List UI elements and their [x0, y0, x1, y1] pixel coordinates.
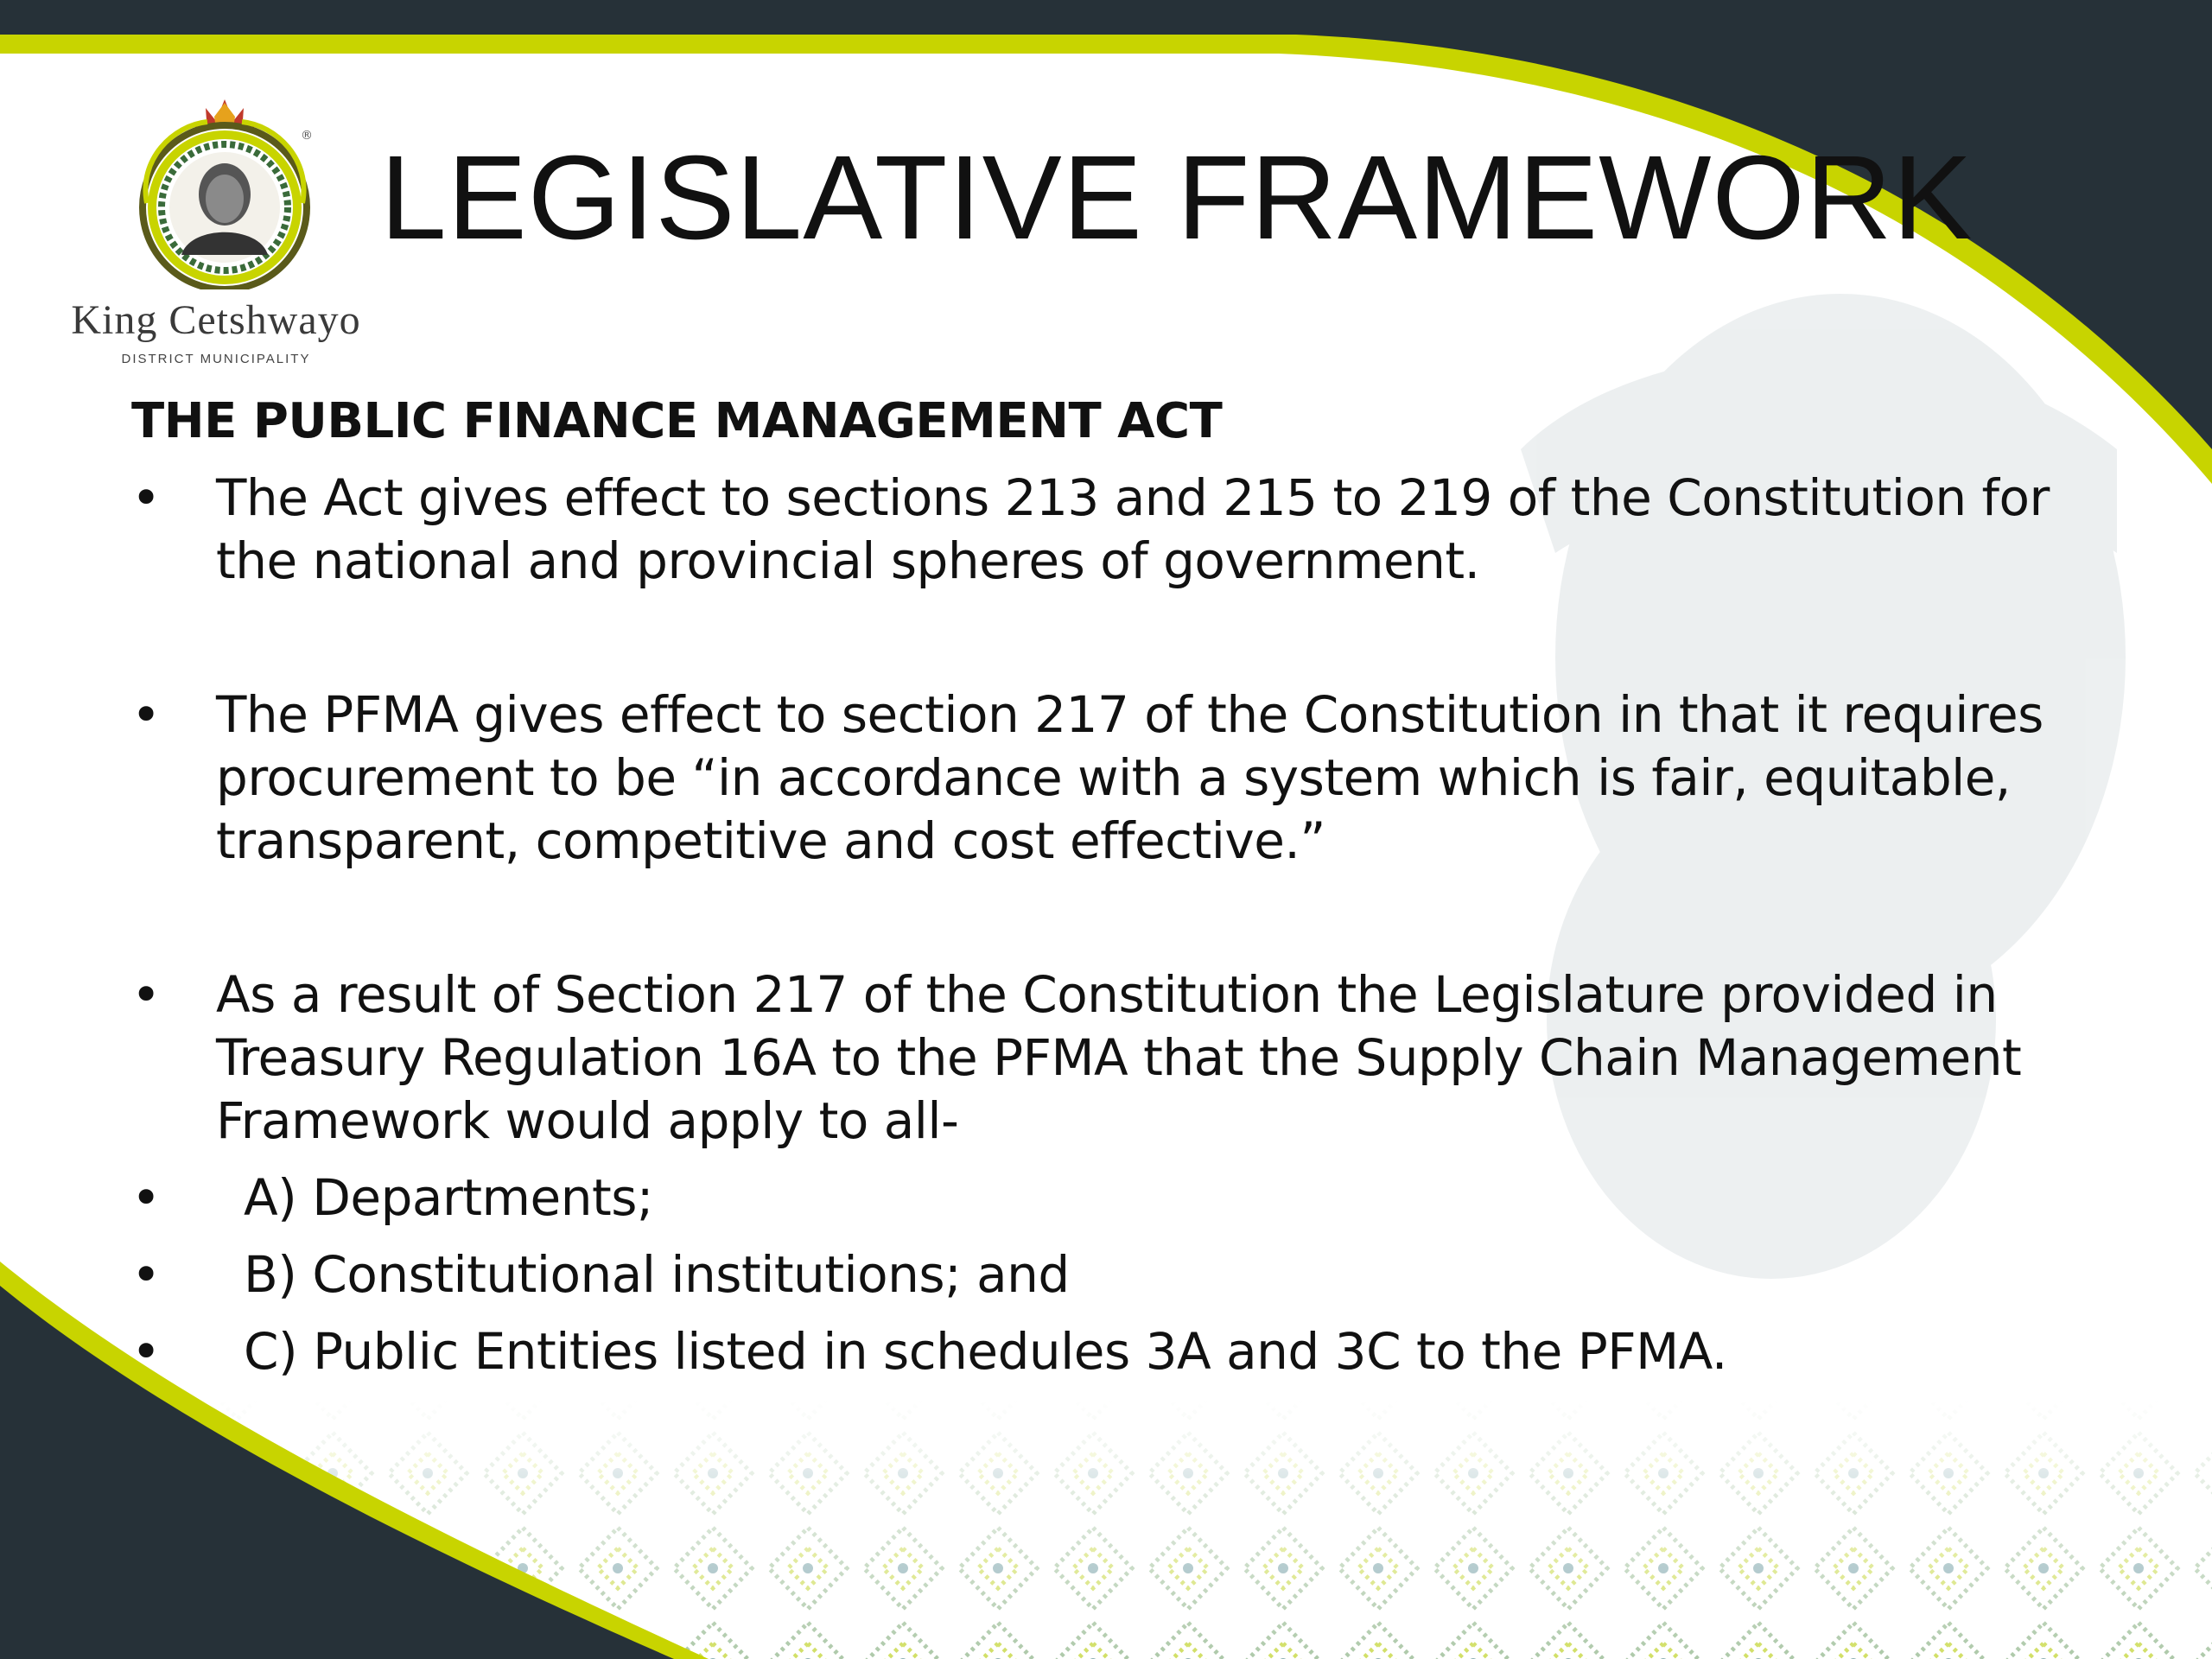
- bullet-marker: •: [131, 965, 161, 1024]
- section-heading: THE PUBLIC FINANCE MANAGEMENT ACT: [131, 393, 1223, 449]
- district-logo: [35, 91, 397, 376]
- bullet-item: [131, 963, 2101, 1153]
- bullet-text: C) Public Entities listed in schedules 3A and 3C to the PFMA.: [244, 1322, 1727, 1381]
- bullet-text: The Act gives effect to sections 213 and 215 to 219 of the Constitution for the national and provincial spheres of government.: [216, 468, 2050, 590]
- sub-bullet-item: [131, 1243, 2101, 1306]
- bullet-text: As a result of Section 217 of the Constitution the Legislature provided in Treasury Regulation 16A to the PFMA that the Supply Chain Management Framework would apply to all-: [216, 965, 2022, 1150]
- bullet-marker: •: [131, 1245, 161, 1304]
- bullet-text: A) Departments;: [244, 1168, 653, 1227]
- sub-bullet-item: [131, 1166, 2101, 1230]
- bullet-text: The PFMA gives effect to section 217 of the Constitution in that it requires procurement to be “in accordance with a system which is fair, equitable, transparent, competitive and cost effective.”: [216, 685, 2044, 870]
- bullet-marker: •: [131, 1168, 161, 1227]
- svg-text:®: ®: [301, 129, 313, 143]
- bullet-text: B) Constitutional institutions; and: [244, 1245, 1070, 1304]
- bullet-marker: •: [131, 1322, 161, 1381]
- slide-body: [131, 393, 2101, 1383]
- logo-name: King Cetshwayo: [71, 297, 361, 343]
- sub-bullet-item: [131, 1320, 2101, 1383]
- logo-emblem-icon: [112, 91, 337, 289]
- logo-subtitle: DISTRICT MUNICIPALITY: [121, 352, 311, 366]
- bullet-item: [131, 467, 2101, 593]
- bullet-item: [131, 683, 2101, 873]
- bullet-marker: •: [131, 685, 161, 744]
- slide-title: LEGISLATIVE FRAMEWORK: [380, 131, 1974, 264]
- bullet-marker: •: [131, 468, 161, 527]
